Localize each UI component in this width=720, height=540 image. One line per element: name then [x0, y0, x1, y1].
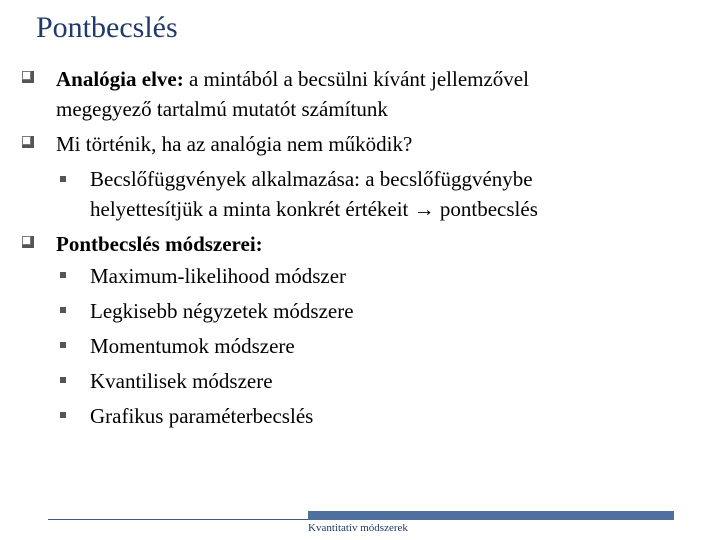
method-item: Legkisebb négyzetek módszere — [90, 299, 354, 323]
bullet-methods-heading: Pontbecslés módszerei: — [56, 232, 263, 256]
filled-square-bullet-icon — [60, 307, 66, 313]
footer-divider-line — [48, 519, 308, 520]
hollow-square-bullet-icon — [22, 71, 34, 83]
sub-bullet-estimators-text: helyettesítjük a minta konkrét értékeit — [90, 197, 414, 221]
filled-square-bullet-icon — [60, 412, 66, 418]
slide-title: Pontbecslés — [36, 11, 178, 44]
filled-square-bullet-icon — [60, 342, 66, 348]
hollow-square-bullet-icon — [22, 236, 34, 248]
method-item: Kvantilisek módszere — [90, 369, 273, 393]
footer-caption: Kvantitatív módszerek — [308, 522, 408, 534]
arrow-right-icon: → — [413, 197, 435, 221]
bullet-analogy-term: Analógia elve: — [56, 67, 184, 91]
method-item: Grafikus paraméterbecslés — [90, 404, 314, 428]
bullet-question: Mi történik, ha az analógia nem működik? — [56, 132, 413, 156]
sub-bullet-estimators: Becslőfüggvények alkalmazása: a becslőfüggvénybe — [90, 167, 533, 191]
sub-bullet-estimators-result: pontbecslés — [434, 197, 538, 221]
filled-square-bullet-icon — [60, 272, 66, 278]
filled-square-bullet-icon — [60, 176, 66, 182]
bullet-analogy-text: a mintából a becsülni kívánt jellemzővel — [183, 67, 529, 91]
footer-bar — [308, 511, 674, 520]
method-item: Maximum-likelihood módszer — [90, 264, 347, 288]
bullet-analogy-line2: megegyező tartalmú mutatót számítunk — [56, 97, 388, 121]
sub-bullet-estimators-line2 — [90, 194, 538, 224]
hollow-square-bullet-icon — [22, 136, 34, 148]
filled-square-bullet-icon — [60, 377, 66, 383]
method-item: Momentumok módszere — [90, 334, 295, 358]
bullet-analogy — [56, 64, 529, 94]
